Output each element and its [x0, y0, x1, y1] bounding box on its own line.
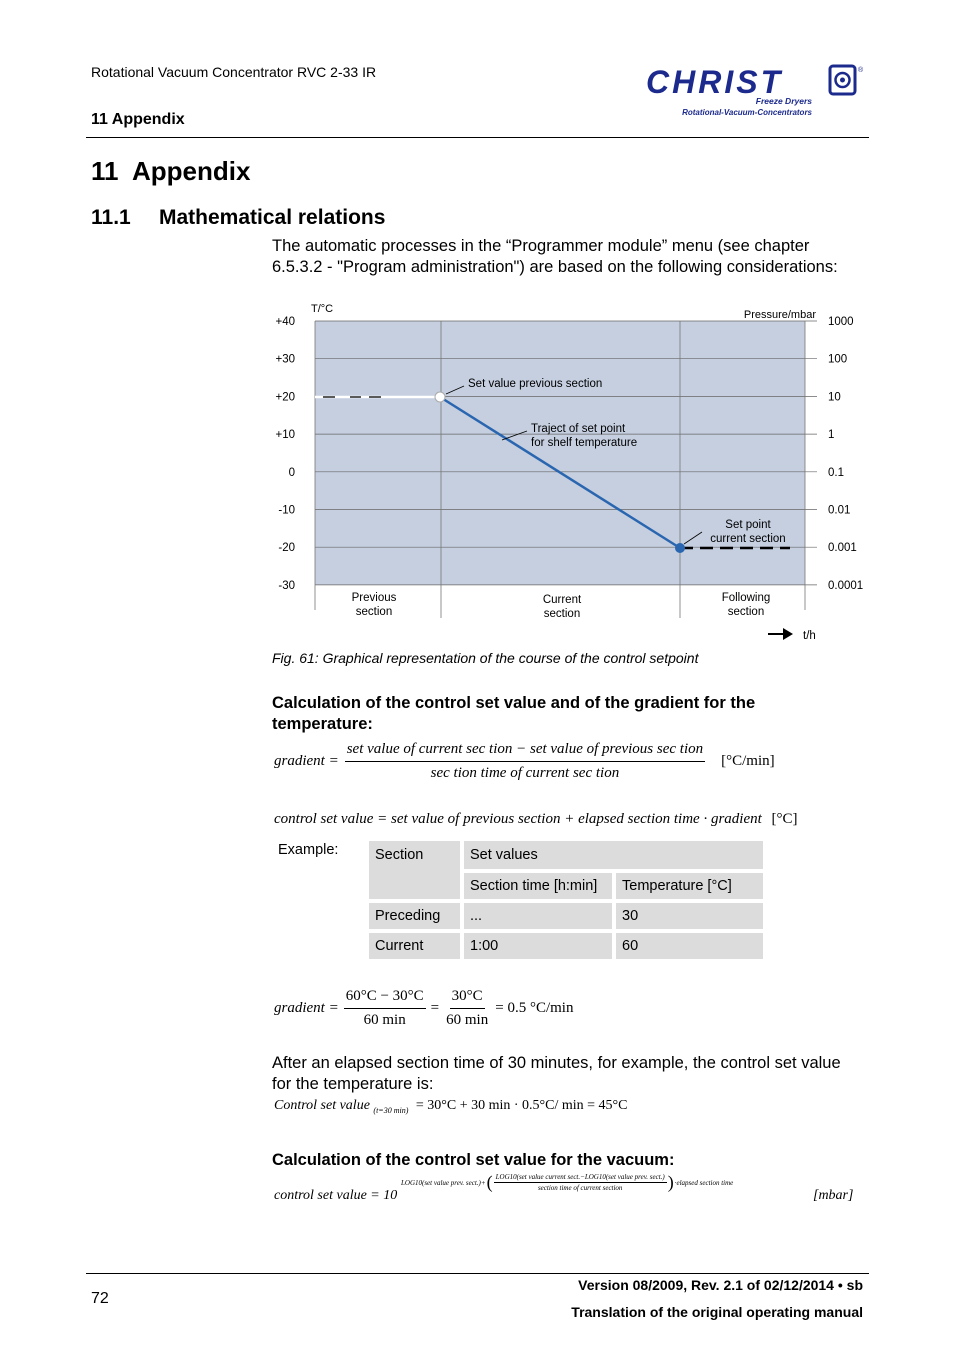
elapsed-paragraph: After an elapsed section time of 30 minutes, for example, the control set value for the temperature is:: [272, 1054, 841, 1093]
gradient-example-lhs: gradient =: [274, 999, 339, 1016]
vacuum-exp-numerator: LOG10(set value current sect.−LOG10(set value prev. sect.): [495, 1173, 665, 1181]
label-current-section-2: section: [543, 608, 581, 620]
logo-line2: Rotational-Vacuum-Concentrators: [682, 108, 812, 117]
vacuum-formula-exponent: LOG10(set value prev. sect.)+ ( $\frac{\text{LOG10(set value current sect.−LOG10(set value prev. sect.)}}{\text{section time of current section}}$ ) ·elapsed section time: [401, 1172, 734, 1192]
vacuum-formula-base: control set value = 10: [274, 1188, 398, 1203]
table-row: [369, 933, 763, 959]
section-heading: [91, 206, 385, 230]
right-tick-label: 1: [828, 429, 835, 442]
left-axis-label: T/°C: [311, 303, 334, 315]
right-tick-labels: [828, 316, 863, 592]
vacuum-formula-unit: [mbar]: [813, 1188, 854, 1203]
footer-version: Version 08/2009, Rev. 2.1 of 02/12/2014 • sb: [578, 1277, 863, 1293]
logo-brand: CHRIST: [646, 64, 784, 100]
right-tick-label: 1000: [828, 316, 854, 328]
gradient-lhs: gradient =: [274, 752, 339, 769]
control-example-formula: [274, 1098, 627, 1114]
gradient-formula: [274, 738, 819, 784]
section-number: 11.1: [91, 206, 131, 229]
gradient-example-num2: 30°C: [450, 988, 485, 1009]
header-set-values: Set values: [464, 841, 763, 869]
vacuum-exp-denominator: section time of current section: [537, 1184, 623, 1192]
row-current-temperature: 60: [616, 933, 763, 959]
example-table-container: [365, 837, 767, 963]
footer-translation: Translation of the original operating manual: [571, 1304, 863, 1320]
logo-line1: Freeze Dryers: [755, 96, 812, 106]
temperature-calc-heading: Calculation of the control set value and of the gradient for the temperature:: [272, 694, 756, 733]
gradient-unit: [°C/min]: [721, 752, 775, 769]
gradient-example-num1: 60°C − 30°C: [344, 988, 426, 1009]
document-title: Rotational Vacuum Concentrator RVC 2-33 IR: [91, 64, 377, 80]
left-tick-labels: [275, 316, 295, 592]
gradient-example-result: = 0.5 °C/min: [495, 999, 574, 1016]
table-header-row: [369, 841, 763, 869]
plot-area: [315, 321, 805, 585]
figure-caption: Fig. 61: Graphical representation of the course of the control setpoint: [272, 650, 699, 666]
left-tick-label: +30: [275, 353, 295, 366]
previous-setpoint-marker: [435, 392, 445, 402]
row-preceding-section: Preceding: [369, 903, 460, 929]
chapter-heading: [91, 156, 250, 187]
gradient-example-den2: 60 min: [446, 1011, 489, 1028]
chapter-title: Appendix: [131, 156, 251, 186]
row-preceding-time: ...: [464, 903, 612, 929]
christ-logo-graphic: [644, 62, 866, 118]
left-tick-label: -30: [278, 579, 295, 592]
left-tick-label: +40: [275, 316, 295, 328]
example-label: Example:: [278, 842, 339, 858]
annotation-previous-set: Set value previous section: [468, 378, 603, 390]
christ-logo: [644, 62, 866, 118]
control-example-lhs: Control set value: [274, 1098, 370, 1113]
gradient-denominator: sec tion time of current sec tion: [430, 764, 620, 781]
page-number: 72: [91, 1290, 109, 1307]
left-tick-label: +10: [275, 429, 295, 442]
annotation-current-line1: Set point: [725, 519, 771, 531]
label-current-section-1: Current: [542, 594, 582, 606]
right-tick-label: 100: [828, 353, 848, 366]
example-table: [365, 837, 767, 963]
header-section-time: Section time [h:min]: [464, 873, 612, 899]
header-section: Section: [369, 841, 460, 899]
right-axis-label: Pressure/mbar: [743, 309, 816, 321]
label-previous-section-2: section: [355, 606, 393, 618]
right-tick-label: 0.1: [828, 466, 844, 479]
logo-registered: ®: [858, 67, 864, 74]
left-tick-label: +20: [275, 391, 295, 404]
gradient-numerator: set value of current sec tion − set value of previous sec tion: [345, 741, 705, 762]
table-row: [369, 903, 763, 929]
intro-paragraph: The automatic processes in the “Programmer module” menu (see chapter 6.5.3.2 - "Program administration") are based on the following considerations:: [272, 237, 838, 276]
gradient-example-fraction1: [344, 988, 426, 1029]
setpoint-diagram: [265, 300, 870, 650]
vacuum-exp-prefix: LOG10(set value prev. sect.)+: [401, 1178, 486, 1187]
vacuum-exp-fraction: [494, 1173, 667, 1192]
right-tick-label: 0.001: [828, 542, 857, 555]
left-tick-label: 0: [288, 466, 295, 479]
row-preceding-temperature: 30: [616, 903, 763, 929]
right-tick-label: 10: [828, 391, 841, 404]
running-section-title: 11 Appendix: [91, 111, 185, 128]
vacuum-calc-heading: Calculation of the control set value for the vacuum:: [272, 1151, 675, 1169]
row-current-time: 1:00: [464, 933, 612, 959]
label-following-section-1: Following: [721, 592, 771, 604]
header-rule: [86, 137, 869, 138]
annotation-trajectory-line1: Traject of set point: [531, 423, 626, 435]
footer-rule: [86, 1273, 869, 1274]
control-formula-unit: [°C]: [771, 811, 798, 827]
gradient-example-equals: =: [430, 999, 440, 1016]
annotation-trajectory-line2: for shelf temperature: [531, 437, 638, 449]
current-setpoint-marker: [675, 543, 685, 553]
time-axis-label: t/h: [803, 630, 816, 642]
gradient-example-den1: 60 min: [363, 1011, 406, 1028]
control-example-subscript: (t=30 min): [373, 1106, 409, 1115]
right-tick-label: 0.0001: [828, 579, 864, 592]
control-example-rhs: = 30°C + 30 min · 0.5°C/ min = 45°C: [415, 1098, 628, 1113]
setpoint-figure: [265, 300, 870, 650]
left-tick-label: -10: [278, 504, 295, 517]
header-temperature: Temperature [°C]: [616, 873, 763, 899]
chapter-number: 11: [91, 156, 119, 186]
annotation-current-line2: current section: [710, 533, 786, 545]
label-following-section-2: section: [727, 606, 765, 618]
row-current-section: Current: [369, 933, 460, 959]
gradient-example-formula: [274, 985, 573, 1031]
label-previous-section-1: Previous: [351, 592, 397, 604]
gradient-example-fraction2: [444, 988, 490, 1029]
gradient-fraction: [345, 741, 705, 782]
right-tick-label: 0.01: [828, 504, 851, 517]
section-title: Mathematical relations: [159, 206, 386, 229]
control-value-formula: [274, 811, 798, 828]
left-tick-label: -20: [278, 542, 295, 555]
vacuum-exp-suffix: ·elapsed section time: [674, 1178, 734, 1187]
control-formula-text: control set value = set value of previous section + elapsed section time · gradient: [274, 811, 762, 827]
